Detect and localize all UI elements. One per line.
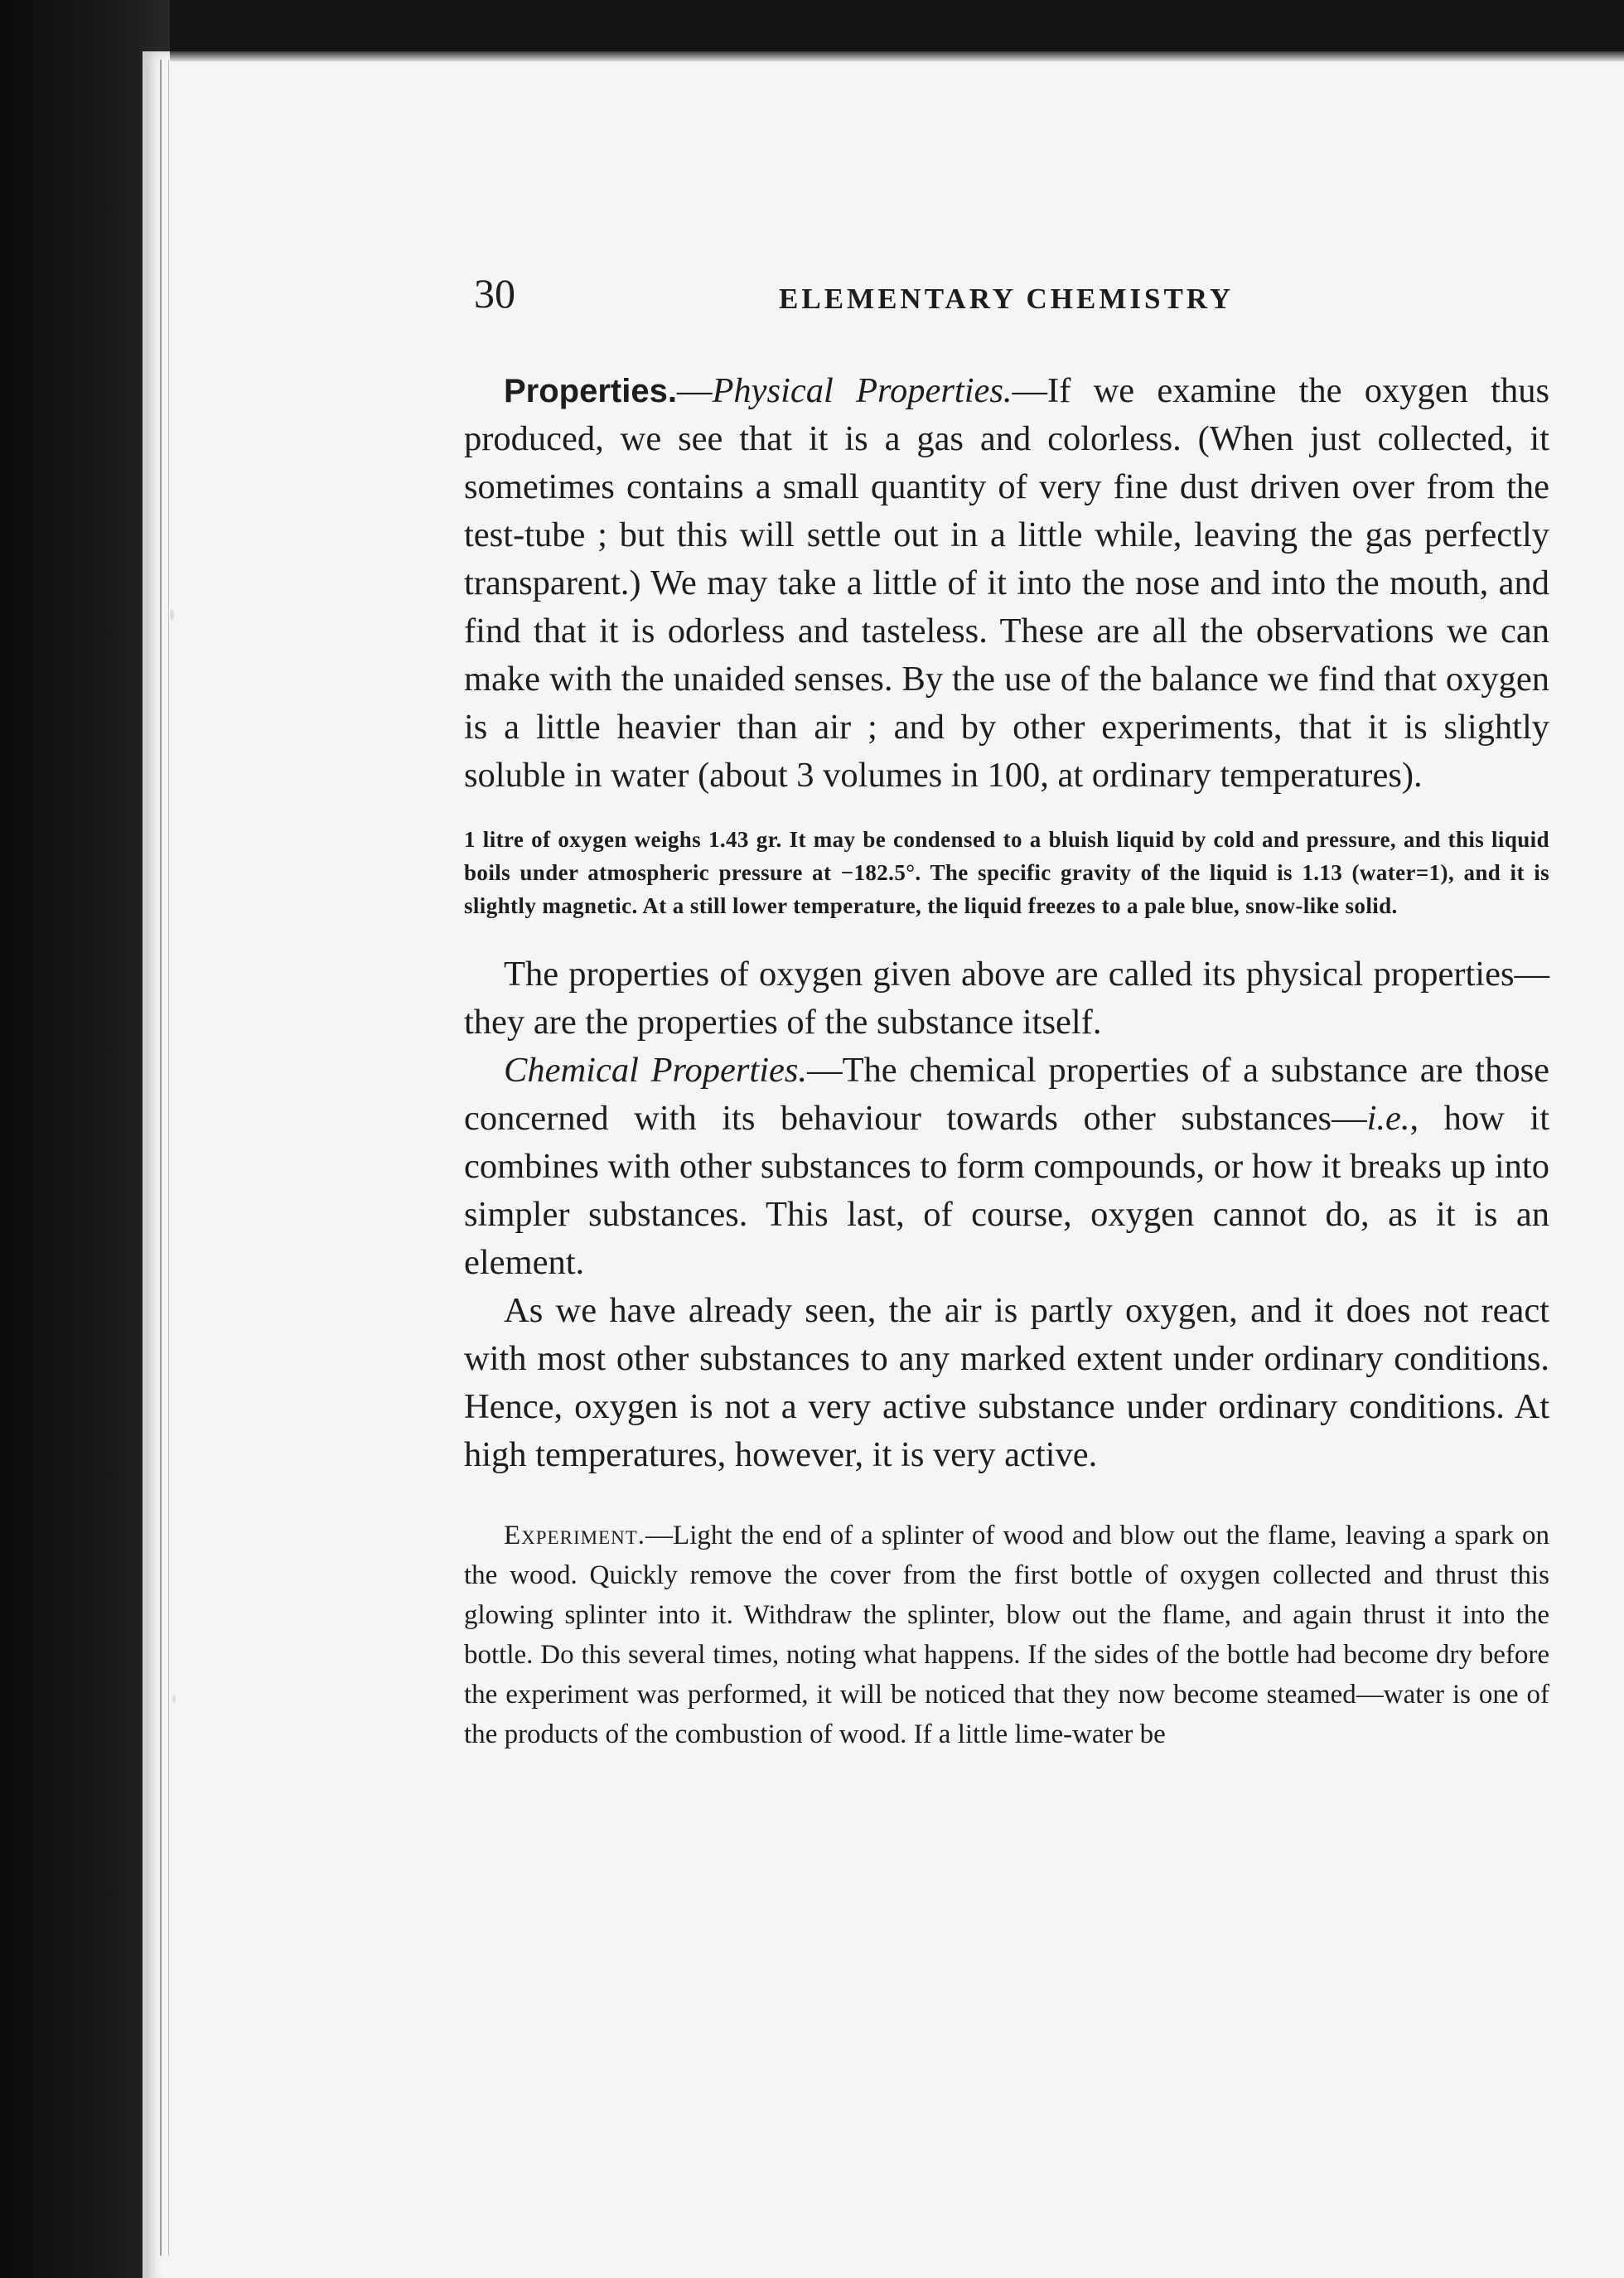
ie-abbreviation: i.e. [1366,1099,1410,1138]
chemical-dash: — [807,1051,843,1090]
small-print-note: 1 litre of oxygen weighs 1.43 gr. It may be condensed to a bluish liquid by cold and pressure, and this liquid boils under atmospheric pressure at −182.5°. The specific gravity of the liquid is 1.13 (water=1), and it is slightly magnetic. At a still lower temperature, the liquid freezes to a pale blue, snow-like solid. [464,827,1549,918]
running-head: ELEMENTARY CHEMISTRY [779,283,1235,315]
page-top-edge [170,51,1624,61]
page-number: 30 [474,270,515,317]
section-heading: Properties. [504,373,677,409]
heading-dash: — [676,371,713,410]
scan-speck [170,609,174,621]
physical-summary-paragraph: The properties of oxygen given above are called its physical properties—they are the properties of the substance itself. [464,955,1549,1042]
scan-speck [172,1695,176,1703]
properties-text: If we examine the oxygen thus produced, we see that it is a gas and colorless. (When just collected, it sometimes contains a small quantity of very fine dust driven over from the test-tube ; but this will settle out in a little while, leaving the gas perfectly transparent.) We may take a little of it into the nose and into the mouth, and find that it is odorless and tasteless. These are all the observations we can make with the unaided senses. By the use of the balance we find that oxygen is a little heavier than air ; and by other experiments, that it is slightly soluble in water (about 3 volumes in 100, at ordinary temperatures). [464,371,1550,795]
experiment-dash: — [645,1521,674,1550]
page-header [464,269,1549,327]
air-reactivity-paragraph: As we have already seen, the air is partly oxygen, and it does not react with most other substances to any marked extent under ordinary conditions. Hence, oxygen is not a very active substance under ordinary conditions. At high temperatures, however, it is very active. [464,1291,1549,1474]
chemical-properties-paragraph [464,1047,1549,1287]
chemical-text-part-2: , how it combines with other substances to form compounds, or how it breaks up into simpler substances. This last, of course, oxygen cannot do, as it is an element. [464,1099,1550,1282]
page-content [464,269,1549,1782]
properties-paragraph [464,367,1549,800]
experiment-label: Experiment. [504,1521,646,1550]
chemical-heading: Chemical Properties. [504,1051,808,1090]
subheading-dash: — [1012,371,1048,410]
page-edge-line [168,60,169,2256]
chemical-text-part-1: The chemical properties of a substance are those concerned with its behaviour towards other substances— [464,1051,1549,1138]
subheading: Physical Properties. [712,371,1013,410]
experiment-paragraph [464,1516,1549,1754]
experiment-text: Light the end of a splinter of wood and blow out the flame, leaving a spark on the wood. Quickly remove the cover from the first bottle of oxygen collected and thrust this glowing splinter into it. Withdraw the splinter, blow out the flame, and again thrust it into the bottle. Do this several times, noting what happens. If the sides of the bottle had become dry before the experiment was performed, it will be noticed that they now become steamed—water is one of the products of the combustion of wood. If a little lime-water be [464,1521,1549,1749]
page-edge-line [160,60,162,2256]
